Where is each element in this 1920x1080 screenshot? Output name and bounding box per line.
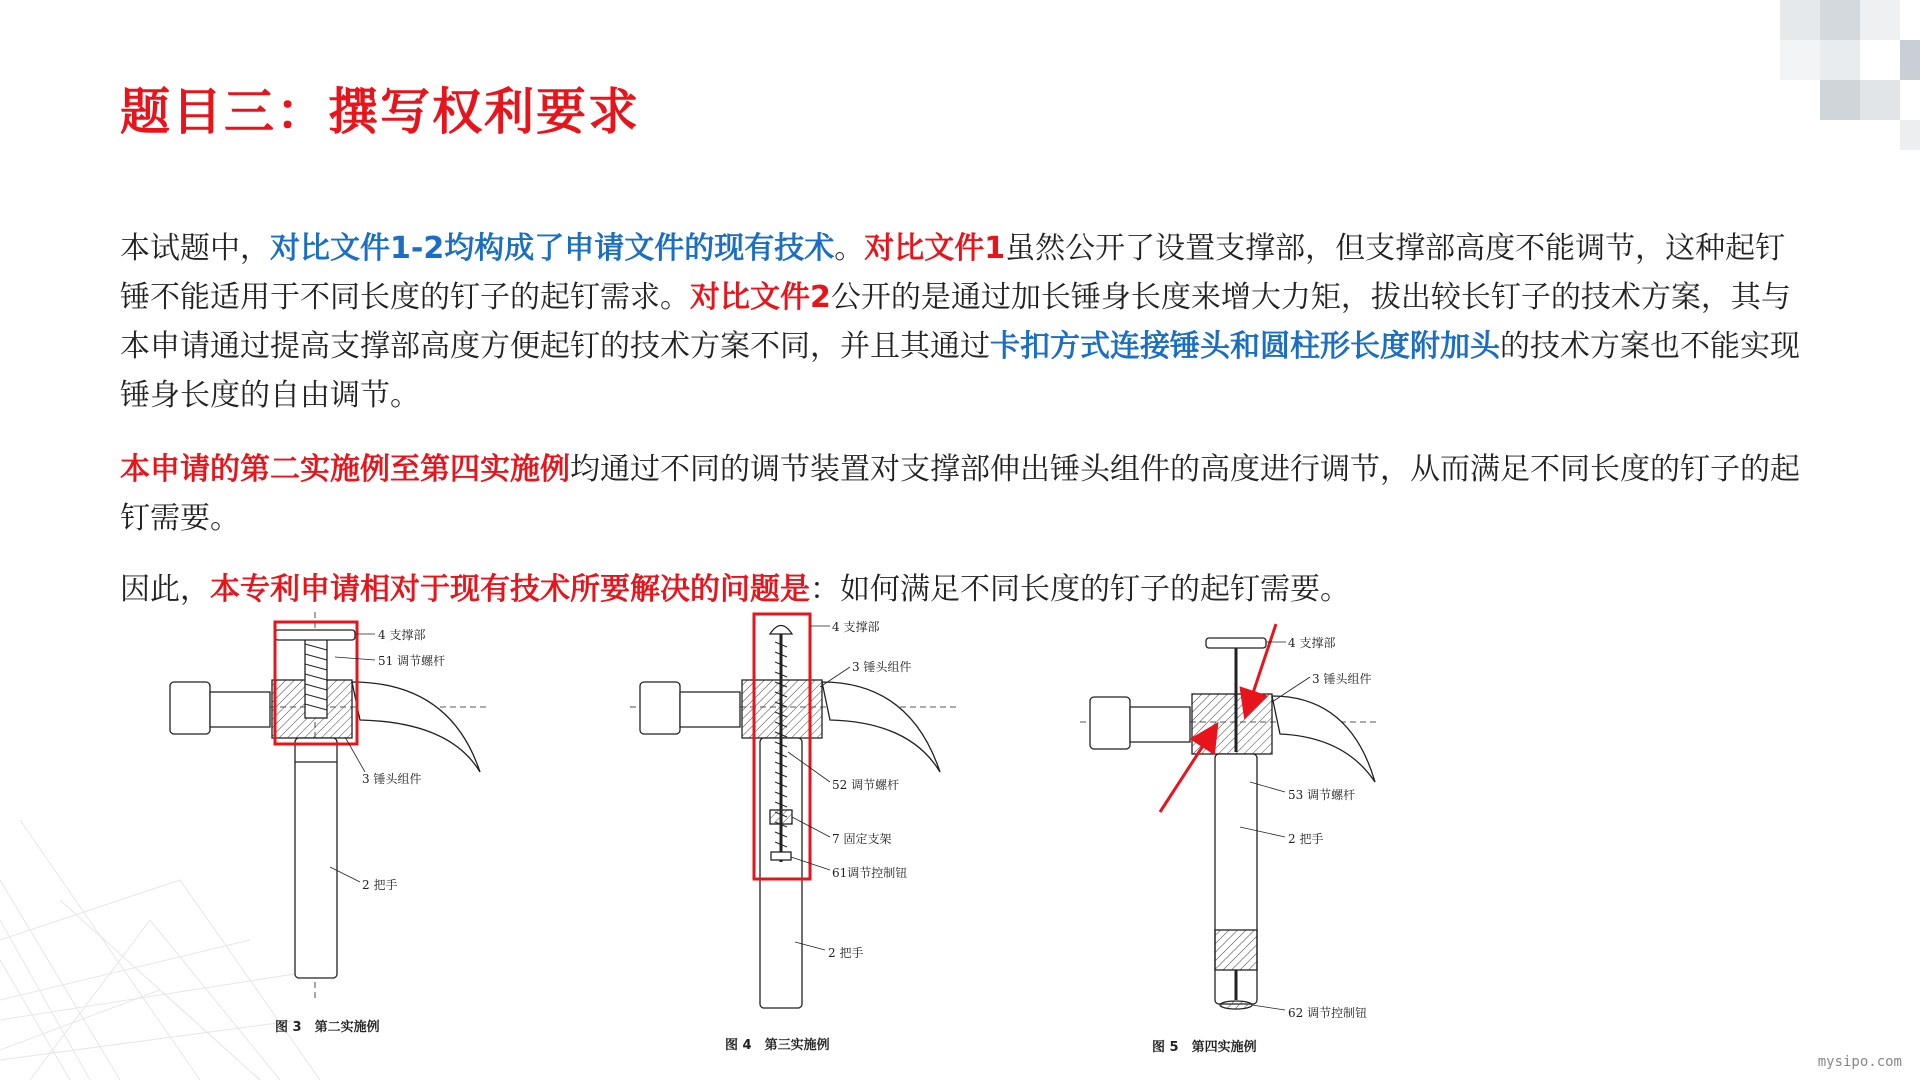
fig4-label-bracket: 7 固定支架 xyxy=(832,832,892,846)
watermark: mysipo.com xyxy=(1817,1054,1902,1070)
p1-text: 本试题中， xyxy=(120,231,270,266)
p1-highlight-prior-art: 对比文件1-2均构成了申请文件的现有技术 xyxy=(270,231,835,266)
fig5-label-support: 4 支撑部 xyxy=(1288,636,1336,650)
fig4-label-screw: 52 调节螺杆 xyxy=(832,778,900,792)
fig5-caption: 图 5 第四实施例 xyxy=(1152,1040,1257,1055)
fig4-label-handle: 2 把手 xyxy=(828,946,864,960)
figure-4 xyxy=(620,612,980,1053)
figure-5-drawing xyxy=(1080,612,1460,1032)
figure-3-drawing xyxy=(150,612,510,1012)
fig5-label-screw: 53 调节螺杆 xyxy=(1288,788,1356,802)
fig4-label-support: 4 支撑部 xyxy=(832,620,880,634)
paragraph-2 xyxy=(120,445,1800,543)
corner-decoration xyxy=(1740,0,1920,150)
paragraph-3 xyxy=(120,565,1800,614)
p1-highlight-doc1: 对比文件1 xyxy=(864,231,1006,266)
fig4-label-knob: 61调节控制钮 xyxy=(832,866,908,880)
p1-highlight-clip: 卡扣方式连接锤头和圆柱形长度附加头 xyxy=(990,329,1500,364)
p1-highlight-doc2: 对比文件2 xyxy=(690,280,831,315)
p1-text: 的技术方案也不能实现锤身长度的自由调节。 xyxy=(120,329,1800,413)
fig5-label-handle: 2 把手 xyxy=(1288,832,1324,846)
figure-4-drawing xyxy=(620,612,980,1032)
fig3-label-support: 4 支撑部 xyxy=(378,628,426,642)
fig4-caption: 图 4 第三实施例 xyxy=(725,1038,830,1053)
fig5-label-head: 3 锤头组件 xyxy=(1312,672,1372,686)
p3-text: ：如何满足不同长度的钉子的起钉需要。 xyxy=(810,572,1350,607)
fig3-label-head: 3 锤头组件 xyxy=(362,772,422,786)
figures-area xyxy=(150,612,1750,1072)
fig4-label-head: 3 锤头组件 xyxy=(852,660,912,674)
fig3-label-handle: 2 把手 xyxy=(362,878,398,892)
figure-5 xyxy=(1080,612,1460,1055)
p1-text: 公开的是通过加长锤身长度来增大力矩，拔出较长钉子的技术方案，其与本申请通过提高支撑部高度方便起钉的技术方案不同，并且其通过 xyxy=(120,280,1791,364)
figure-3 xyxy=(150,612,510,1035)
p2-highlight: 本申请的第二实施例至第四实施例 xyxy=(120,452,570,487)
p3-text: 因此， xyxy=(120,572,210,607)
p1-text: 。 xyxy=(834,231,865,266)
page-title: 题目三：撰写权利要求 xyxy=(120,83,640,141)
p1-text: 虽然公开了设置支撑部，但支撑部高度不能调节，这种起钉锤不能适用于不同长度的钉子的起钉需求。 xyxy=(120,231,1786,315)
p2-text: 均通过不同的调节装置对支撑部伸出锤头组件的高度进行调节，从而满足不同长度的钉子的起钉需要。 xyxy=(120,452,1800,536)
p3-highlight: 本专利申请相对于现有技术所要解决的问题是 xyxy=(210,572,810,607)
paragraph-1 xyxy=(120,224,1800,420)
fig3-label-screw: 51 调节螺杆 xyxy=(378,654,446,668)
fig5-label-knob: 62 调节控制钮 xyxy=(1288,1006,1368,1020)
fig3-caption: 图 3 第二实施例 xyxy=(275,1020,380,1035)
